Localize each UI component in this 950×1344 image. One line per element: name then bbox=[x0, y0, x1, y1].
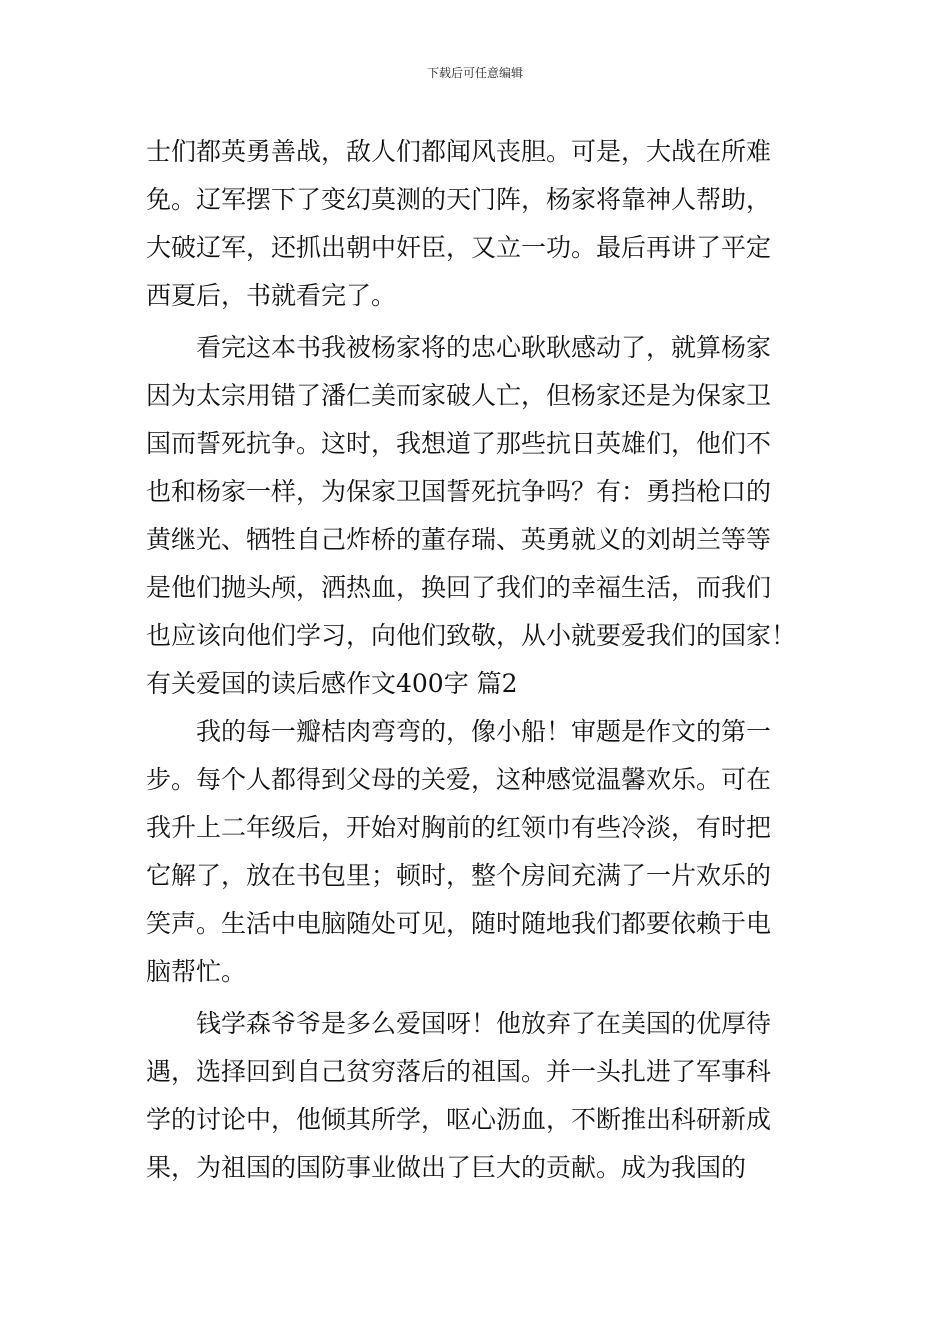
text-line: 士们都英勇善战，敌人们都闻风丧胆。可是，大战在所难 bbox=[146, 137, 772, 166]
text-line: 是他们抛头颅，洒热血，换回了我们的幸福生活，而我们 bbox=[146, 573, 772, 602]
text-line: 果，为祖国的国防事业做出了巨大的贡献。成为我国的 bbox=[146, 1153, 747, 1182]
text-line: 也和杨家一样，为保家卫国誓死抗争吗？有：勇挡枪口的 bbox=[146, 477, 772, 506]
text-line: 学的讨论中，他倾其所学，呕心沥血，不断推出科研新成 bbox=[146, 1105, 772, 1134]
text-line: 遇，选择回到自己贫穷落后的祖国。并一头扎进了军事科 bbox=[146, 1057, 772, 1086]
text-line: 免。辽军摆下了变幻莫测的天门阵，杨家将靠神人帮助， bbox=[146, 185, 772, 214]
text-line: 它解了，放在书包里；顿时，整个房间充满了一片欢乐的 bbox=[146, 861, 772, 890]
text-line: 脑帮忙。 bbox=[146, 957, 247, 986]
text-line: 也应该向他们学习，向他们致敬，从小就要爱我们的国家！ bbox=[146, 621, 797, 650]
text-line: 西夏后，书就看完了。 bbox=[146, 281, 397, 310]
document-body bbox=[146, 128, 810, 1192]
text-line: 因为太宗用错了潘仁美而家破人亡，但杨家还是为保家卫 bbox=[146, 381, 772, 410]
text-line: 黄继光、牺牲自己炸桥的董存瑞、英勇就义的刘胡兰等等 bbox=[146, 525, 772, 554]
text-line: 国而誓死抗争。这时，我想道了那些抗日英雄们，他们不 bbox=[146, 429, 772, 458]
text-line: 笑声。生活中电脑随处可见，随时随地我们都要依赖于电 bbox=[146, 909, 772, 938]
text-line: 我的每一瓣桔肉弯弯的，像小船！审题是作文的第一 bbox=[146, 717, 772, 746]
text-line: 步。每个人都得到父母的关爱，这种感觉温馨欢乐。可在 bbox=[146, 765, 772, 794]
text-line: 看完这本书我被杨家将的忠心耿耿感动了，就算杨家 bbox=[146, 333, 772, 362]
text-line: 我升上二年级后，开始对胸前的红领巾有些冷淡，有时把 bbox=[146, 813, 772, 842]
text-line: 钱学森爷爷是多么爱国呀！他放弃了在美国的优厚待 bbox=[146, 1009, 772, 1038]
section-heading: 有关爱国的读后感作文400字 篇2 bbox=[146, 669, 518, 698]
page-header: 下载后可任意编辑 bbox=[426, 66, 523, 80]
text-line: 大破辽军，还抓出朝中奸臣，又立一功。最后再讲了平定 bbox=[146, 233, 772, 262]
